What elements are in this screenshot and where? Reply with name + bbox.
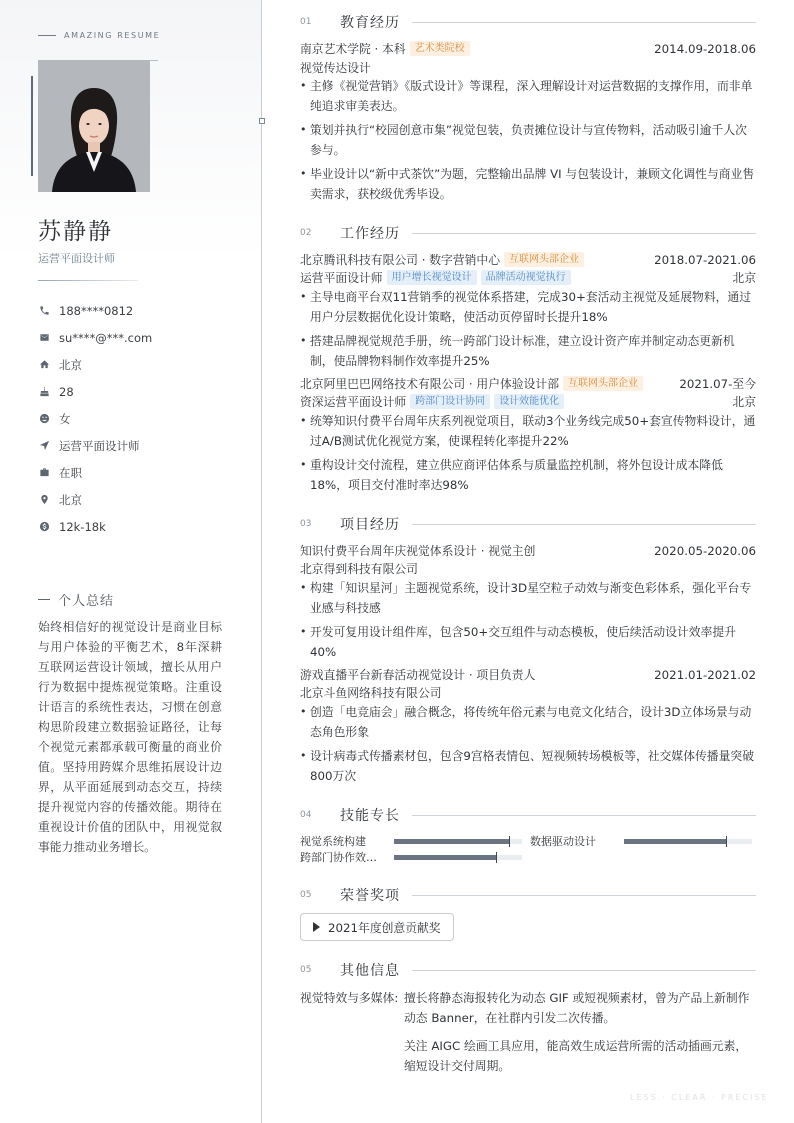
position-text: 运营平面设计师 xyxy=(59,438,140,453)
section-rule xyxy=(412,815,756,816)
skill-bar-marker xyxy=(726,836,727,847)
role-tag: 设计效能优化 xyxy=(494,394,564,409)
section-rule xyxy=(412,22,756,23)
list-item: • 创造「电竞庙会」融合概念，将传统年俗元素与电竞文化结合，设计3D立体场景与动态角色形象 xyxy=(300,702,756,742)
skill-name: 视觉系统构建 xyxy=(300,835,366,848)
list-item: • 策划并执行“校园创意市集”视觉包装，负责摊位设计与宣传物料，活动吸引逾千人次参与。 xyxy=(300,120,756,160)
section-title: 荣誉奖项 xyxy=(340,888,400,904)
award-badge xyxy=(300,913,454,941)
award-text: 2021年度创意贡献奖 xyxy=(328,920,441,935)
skill-bar-fill xyxy=(394,839,509,844)
section-title: 教育经历 xyxy=(340,15,400,31)
project-0-bullets xyxy=(300,578,756,666)
briefcase-icon xyxy=(38,467,50,479)
company-tag: 互联网头部企业 xyxy=(563,376,643,391)
location-icon xyxy=(38,494,50,506)
contact-position xyxy=(38,432,238,459)
work-0-role-row xyxy=(300,269,756,286)
status-text: 在职 xyxy=(59,465,82,480)
gender-text: 女 xyxy=(59,411,71,426)
work-1-bullets xyxy=(300,411,756,499)
phone-icon xyxy=(38,305,50,317)
work-1-header xyxy=(300,375,756,392)
company-name: 北京腾讯科技有限公司 · 数字营销中心 xyxy=(300,253,501,267)
name-divider xyxy=(38,280,138,281)
portrait-image xyxy=(38,60,150,192)
school-name: 南京艺术学院 · 本科 xyxy=(300,42,406,56)
education-bullets xyxy=(300,76,756,208)
list-item: • 开发可复用设计组件库，包含50+交互组件与动态模板，使后续活动设计效率提升40% xyxy=(300,622,756,662)
home-icon xyxy=(38,359,50,371)
skill-item xyxy=(530,833,752,849)
contact-status xyxy=(38,459,238,486)
photo-accent-bar xyxy=(31,76,33,176)
brand-divider xyxy=(38,35,56,36)
work-city: 北京 xyxy=(732,271,756,285)
home-text: 北京 xyxy=(59,357,82,372)
education-major-row xyxy=(300,59,756,76)
summary-text: 始终相信好的视觉设计是商业目标与用户体验的平衡艺术，8年深耕互联网运营设计领域，擅长从用户行为数据中提炼视觉策略。注重设计语言的系统性表达，习惯在创意构思阶段建立数据验证路径，让每个视觉元素都承载可衡量的商业价值。坚持用跨媒介思维拓展设计边界，从平面延展到动态交互，持续提升视觉内容的传播效能。期待在重视设计价值的团队中，用视觉叙事能力推动业务增长。 xyxy=(38,620,222,854)
skill-bar xyxy=(624,839,752,844)
brand xyxy=(38,31,160,40)
skill-item xyxy=(300,833,522,849)
contact-home xyxy=(38,351,238,378)
salary-icon xyxy=(38,521,50,533)
education-header xyxy=(300,40,756,57)
section-awards xyxy=(300,885,756,905)
section-number: 02 xyxy=(300,228,312,238)
other-item: 擅长将静态海报转化为动态 GIF 或短视频素材，曾为产品上新制作动态 Banner，在社群内引发二次传播。 xyxy=(404,991,750,1025)
section-work xyxy=(300,223,756,243)
work-date: 2021.07-至今 xyxy=(679,377,756,391)
candidate-title: 运营平面设计师 xyxy=(38,252,115,265)
work-city: 北京 xyxy=(732,395,756,409)
list-item: • 设计病毒式传播素材包，包含9宫格表情包、短视频转场模板等，社交媒体传播量突破800万次 xyxy=(300,746,756,786)
skill-bar-marker xyxy=(496,852,497,863)
work-1-role-row xyxy=(300,393,756,410)
project-org: 北京斗鱼网络科技有限公司 xyxy=(300,686,442,700)
contact-list xyxy=(38,297,238,540)
brand-text: AMAZING RESUME xyxy=(64,31,161,40)
section-other xyxy=(300,960,756,980)
project-date: 2021.01-2021.02 xyxy=(654,667,756,682)
skill-name: 跨部门协作效… xyxy=(300,851,377,864)
email-text: su****@***.com xyxy=(59,330,153,345)
contact-age xyxy=(38,378,238,405)
project-0-org-row xyxy=(300,560,756,577)
footer-watermark: LESS · CLEAR · PRECISE xyxy=(630,1093,769,1102)
summary-dash xyxy=(38,599,50,600)
project-1-header xyxy=(300,666,756,683)
phone-text: 188****0812 xyxy=(59,303,134,318)
list-item: • 主修《视觉营销》《版式设计》等课程，深入理解设计对运营数据的支撑作用，而非单纯追求审美表达。 xyxy=(300,76,756,116)
project-1-bullets xyxy=(300,702,756,790)
skill-name: 数据驱动设计 xyxy=(530,835,596,848)
contact-salary xyxy=(38,513,238,540)
section-rule xyxy=(412,524,756,525)
candidate-name: 苏静静 xyxy=(38,219,113,245)
skill-item xyxy=(300,849,522,865)
role-tag: 用户增长视觉设计 xyxy=(387,270,477,285)
section-number: 04 xyxy=(300,810,312,820)
company-tag: 互联网头部企业 xyxy=(504,252,584,267)
profile-photo xyxy=(38,60,150,192)
location-text: 北京 xyxy=(59,492,82,507)
contact-phone xyxy=(38,297,238,324)
summary-heading-text: 个人总结 xyxy=(58,594,115,609)
smile-icon xyxy=(38,413,50,425)
section-number: 01 xyxy=(300,17,312,27)
section-projects xyxy=(300,514,756,534)
section-number: 03 xyxy=(300,519,312,529)
sidebar xyxy=(0,0,262,1123)
project-1-org-row xyxy=(300,684,756,701)
skill-bar xyxy=(394,855,522,860)
school-tag: 艺术类院校 xyxy=(410,41,470,56)
list-item: • 重构设计交付流程，建立供应商评估体系与质量监控机制，将外包设计成本降低18%，项目交付准时率达98% xyxy=(300,455,756,495)
sidebar-edge-marker xyxy=(259,118,265,124)
summary-heading xyxy=(38,590,114,609)
section-title: 工作经历 xyxy=(340,226,400,242)
section-education xyxy=(300,12,756,32)
list-item: • 统筹知识付费平台周年庆系列视觉项目，联动3个业务线完成50+套宣传物料设计，通过A/B测试优化视觉方案，使课程转化率提升22% xyxy=(300,411,756,451)
section-rule xyxy=(412,233,756,234)
project-0-header xyxy=(300,542,756,559)
skill-bar-fill xyxy=(394,855,496,860)
skill-bar-fill xyxy=(624,839,726,844)
skill-bar-marker xyxy=(509,836,510,847)
section-rule xyxy=(412,970,756,971)
project-date: 2020.05-2020.06 xyxy=(654,543,756,558)
education-date: 2014.09-2018.06 xyxy=(654,41,756,56)
play-icon xyxy=(313,922,320,932)
section-number: 05 xyxy=(300,890,312,900)
list-item: • 构建「知识星河」主题视觉系统，设计3D星空粒子动效与渐变色彩体系，强化平台专业感与科技感 xyxy=(300,578,756,618)
work-date: 2018.07-2021.06 xyxy=(654,252,756,267)
age-text: 28 xyxy=(59,384,74,399)
role: 运营平面设计师 xyxy=(300,271,383,285)
project-org: 北京得到科技有限公司 xyxy=(300,562,418,576)
section-number: 05 xyxy=(300,965,312,975)
send-icon xyxy=(38,440,50,452)
project-name: 游戏直播平台新春活动视觉设计 · 项目负责人 xyxy=(300,668,536,682)
list-item: • 搭建品牌视觉规范手册，统一跨部门设计标准，建立设计资产库并制定动态更新机制，使品牌物料制作效率提升25% xyxy=(300,331,756,371)
role: 资深运营平面设计师 xyxy=(300,395,407,409)
section-rule xyxy=(412,895,756,896)
other-label: 视觉特效与多媒体: xyxy=(300,991,399,1005)
section-title: 技能专长 xyxy=(340,808,400,824)
list-item: • 主导电商平台双11营销季的视觉体系搭建，完成30+套活动主视觉及延展物料，通过用户分层数据优化设计策略，使活动页停留时长提升18% xyxy=(300,287,756,327)
skill-bar xyxy=(394,839,522,844)
role-tag: 跨部门设计协同 xyxy=(410,394,490,409)
mail-icon xyxy=(38,332,50,344)
contact-email xyxy=(38,324,238,351)
section-title: 项目经历 xyxy=(340,517,400,533)
project-name: 知识付费平台周年庆视觉体系设计 · 视觉主创 xyxy=(300,544,536,558)
contact-gender xyxy=(38,405,238,432)
salary-text: 12k-18k xyxy=(59,519,106,534)
company-name: 北京阿里巴巴网络技术有限公司 · 用户体验设计部 xyxy=(300,377,559,391)
list-item: • 毕业设计以“新中式茶饮”为题，完整输出品牌 VI 与包装设计，兼顾文化调性与商业售卖需求，获校级优秀毕设。 xyxy=(300,164,756,204)
work-0-bullets xyxy=(300,287,756,375)
role-tag: 品牌活动视觉执行 xyxy=(481,270,571,285)
work-0-header xyxy=(300,251,756,268)
contact-location xyxy=(38,486,238,513)
section-title: 其他信息 xyxy=(340,963,400,979)
major: 视觉传达设计 xyxy=(300,61,371,75)
cake-icon xyxy=(38,386,50,398)
section-skills xyxy=(300,805,756,825)
other-item: 关注 AIGC 绘画工具应用，能高效生成运营所需的活动插画元素，缩短设计交付周期。 xyxy=(404,1039,748,1073)
